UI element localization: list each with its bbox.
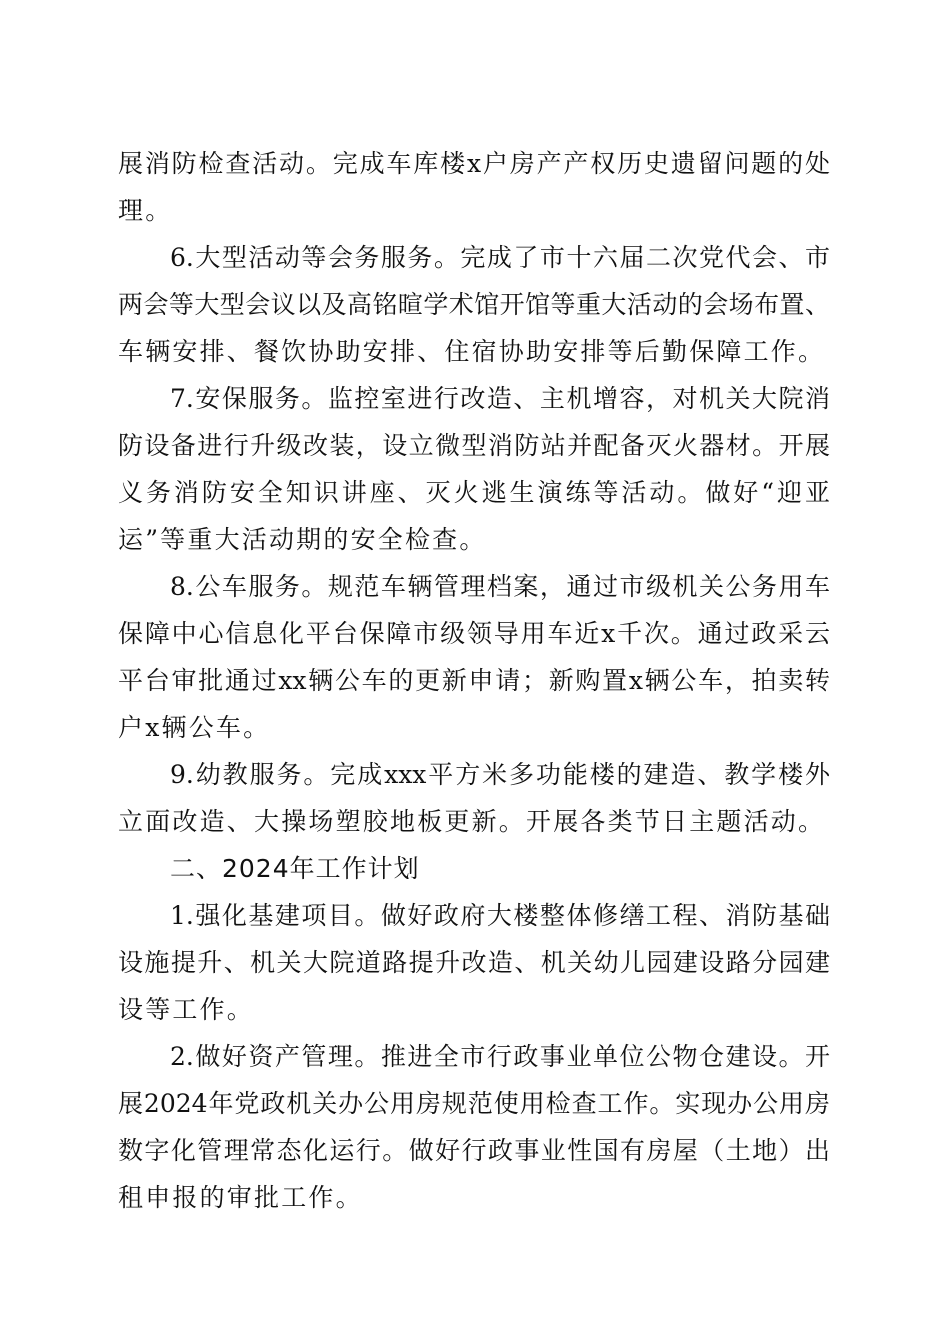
- paragraph-line: 2.做好资产管理。推进全市行政事业单位公物仓建设。开: [170, 1042, 830, 1071]
- paragraph-line: 平台审批通过xx辆公车的更新申请；新购置x辆公车，拍卖转: [118, 666, 830, 695]
- paragraph-line: 立面改造、大操场塑胶地板更新。开展各类节日主题活动。: [118, 807, 826, 836]
- paragraph-line: 数字化管理常态化运行。做好行政事业性国有房屋（土地）出: [118, 1136, 830, 1165]
- paragraph-line: 展2024年党政机关办公用房规范使用检查工作。实现办公用房: [118, 1089, 830, 1118]
- paragraph-line: 9.幼教服务。完成xxx平方米多功能楼的建造、教学楼外: [170, 760, 830, 789]
- paragraph-line: 设等工作。: [118, 995, 255, 1024]
- paragraph-line: 1.强化基建项目。做好政府大楼整体修缮工程、消防基础: [170, 901, 830, 930]
- paragraph-line: 防设备进行升级改装，设立微型消防站并配备灭火器材。开展: [118, 431, 830, 460]
- document-body: [118, 140, 830, 1221]
- paragraph-line: 两会等大型会议以及高铭暄学术馆开馆等重大活动的会场布置、: [118, 290, 830, 319]
- paragraph-line: 车辆安排、餐饮协助安排、住宿协助安排等后勤保障工作。: [118, 337, 826, 366]
- paragraph-line: 设施提升、机关大院道路提升改造、机关幼儿园建设路分园建: [118, 948, 830, 977]
- paragraph-line: 租申报的审批工作。: [118, 1183, 363, 1212]
- paragraph-line: 8.公车服务。规范车辆管理档案，通过市级机关公务用车: [170, 572, 830, 601]
- paragraph-line: 6.大型活动等会务服务。完成了市十六届二次党代会、市: [170, 243, 830, 272]
- paragraph-line: 展消防检查活动。完成车库楼x户房产产权历史遗留问题的处: [118, 149, 830, 178]
- paragraph-line: 运”等重大活动期的安全检查。: [118, 525, 487, 554]
- section-heading: 二、2024年工作计划: [170, 854, 420, 883]
- paragraph-line: 户x辆公车。: [118, 713, 271, 742]
- paragraph-line: 保障中心信息化平台保障市级领导用车近x千次。通过政采云: [118, 619, 830, 648]
- paragraph-line: 7.安保服务。监控室进行改造、主机增容，对机关大院消: [170, 384, 830, 413]
- paragraph-line: 义务消防安全知识讲座、灭火逃生演练等活动。做好“迎亚: [118, 478, 830, 507]
- paragraph-line: 理。: [118, 196, 173, 225]
